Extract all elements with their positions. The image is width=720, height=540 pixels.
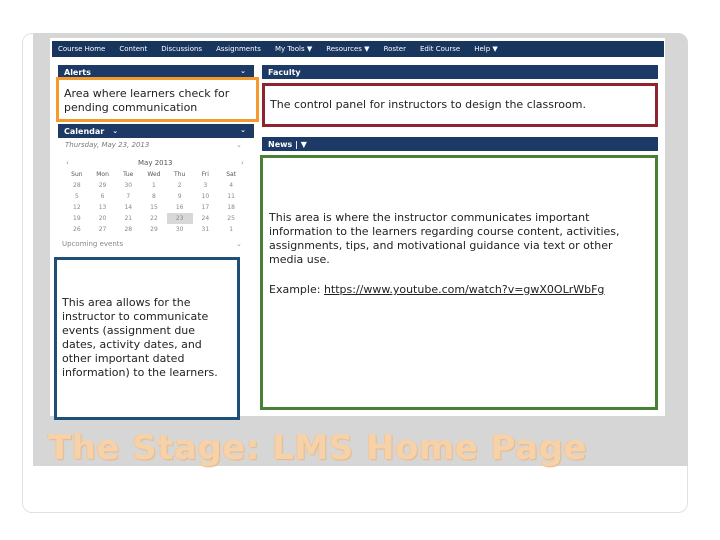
calendar-day[interactable]: 6: [100, 193, 105, 200]
weekday-label: Sat: [226, 171, 237, 178]
faculty-widget-title: Faculty: [268, 67, 301, 77]
calendar-day[interactable]: 10: [201, 193, 210, 200]
upcoming-events-label[interactable]: Upcoming events: [62, 240, 124, 248]
calendar-callout: [54, 257, 240, 420]
news-callout-text: This area is where the instructor communicates important information to the learners regarding course content, activities, assignments, tips, and motivational guidance via text or other media use.: [269, 211, 620, 266]
calendar-day[interactable]: 21: [124, 215, 133, 222]
calendar-weekday-row: [64, 169, 244, 180]
weekday-label: Tue: [123, 171, 134, 178]
chevron-down-icon[interactable]: ⌄: [236, 240, 242, 248]
news-widget-title: News | ▼: [268, 139, 307, 149]
youtube-example-link[interactable]: https://www.youtube.com/watch?v=gwX0OLrWbFg: [323, 283, 605, 296]
weekday-label: Sun: [71, 171, 83, 178]
calendar-day[interactable]: 16: [175, 204, 184, 211]
nav-course-home[interactable]: Course Home: [58, 45, 106, 53]
calendar-day[interactable]: 29: [150, 226, 158, 233]
news-widget-header[interactable]: [262, 137, 658, 151]
calendar-day[interactable]: 8: [152, 193, 156, 200]
calendar-month-label: May 2013: [138, 159, 173, 167]
calendar-day[interactable]: 23: [167, 213, 193, 224]
calendar-day[interactable]: 30: [175, 226, 184, 233]
calendar-day[interactable]: 15: [150, 204, 158, 211]
calendar-day[interactable]: 2: [177, 182, 182, 189]
calendar-day[interactable]: 4: [229, 182, 234, 189]
calendar-day[interactable]: 13: [98, 204, 107, 211]
calendar-week-row: [64, 191, 244, 202]
calendar-day[interactable]: 28: [73, 182, 81, 189]
calendar-day[interactable]: 14: [124, 204, 133, 211]
calendar-day[interactable]: 5: [74, 193, 79, 200]
calendar-week-row: [64, 224, 244, 235]
calendar-day[interactable]: 7: [126, 193, 131, 200]
faculty-widget-header[interactable]: [262, 65, 658, 79]
calendar-day[interactable]: 9: [177, 193, 182, 200]
slide-title: The Stage: LMS Home Page: [48, 428, 588, 468]
calendar-widget-title: Calendar: [64, 126, 105, 136]
calendar-day[interactable]: 31: [201, 226, 210, 233]
chevron-down-icon[interactable]: ⌄: [236, 141, 242, 149]
calendar-grid: [64, 169, 244, 235]
chevron-down-icon[interactable]: ⌄: [240, 67, 246, 75]
weekday-label: Mon: [96, 171, 109, 178]
calendar-day[interactable]: 27: [98, 226, 107, 233]
calendar-day[interactable]: 1: [229, 226, 234, 233]
weekday-label: Fri: [201, 171, 209, 178]
faculty-callout: [262, 83, 658, 127]
faculty-callout-text: The control panel for instructors to design the classroom.: [270, 98, 586, 111]
chevron-down-icon[interactable]: ⌄: [240, 126, 246, 134]
news-callout: [260, 155, 658, 410]
calendar-week-row: [64, 213, 244, 224]
calendar-day[interactable]: 28: [124, 226, 133, 233]
nav-roster[interactable]: Roster: [383, 45, 406, 53]
nav-my-tools[interactable]: My Tools ▼: [274, 45, 313, 53]
alerts-callout: [56, 77, 259, 122]
calendar-prev-month-icon[interactable]: ‹: [66, 159, 69, 167]
weekday-label: Wed: [147, 171, 161, 178]
chevron-down-icon[interactable]: ⌄: [112, 127, 119, 135]
calendar-widget-header[interactable]: [58, 124, 254, 138]
calendar-week-row: [64, 202, 244, 213]
alerts-widget-title: Alerts: [64, 67, 91, 77]
calendar-days: [64, 180, 244, 235]
nav-edit-course[interactable]: Edit Course: [419, 45, 461, 53]
calendar-day[interactable]: 29: [98, 182, 107, 189]
nav-resources[interactable]: Resources ▼: [326, 45, 370, 53]
calendar-callout-text: This area allows for the instructor to communicate events (assignment due dates, activity dates, and other important dated information) to the learners.: [62, 296, 218, 379]
calendar-day[interactable]: 25: [227, 215, 235, 222]
calendar-day[interactable]: 26: [73, 226, 81, 233]
calendar-day[interactable]: 1: [152, 182, 156, 189]
course-navbar: [52, 41, 664, 57]
news-example: [269, 283, 649, 297]
calendar-day[interactable]: 24: [201, 215, 210, 222]
nav-content[interactable]: Content: [119, 45, 148, 53]
weekday-label: Thu: [174, 171, 186, 178]
calendar-day[interactable]: 19: [73, 215, 81, 222]
calendar-day[interactable]: 3: [203, 182, 208, 189]
calendar-day[interactable]: 12: [73, 204, 81, 211]
calendar-day[interactable]: 17: [201, 204, 210, 211]
calendar-week-row: [64, 180, 244, 191]
calendar-day[interactable]: 20: [98, 215, 107, 222]
calendar-day[interactable]: 18: [227, 204, 235, 211]
calendar-next-month-icon[interactable]: ›: [241, 159, 244, 167]
calendar-day[interactable]: 11: [227, 193, 235, 200]
calendar-current-date: Thursday, May 23, 2013: [65, 141, 150, 149]
nav-discussions[interactable]: Discussions: [161, 45, 203, 53]
nav-help[interactable]: Help ▼: [474, 45, 498, 53]
calendar-day[interactable]: 22: [150, 215, 158, 222]
news-example-label: Example:: [269, 283, 324, 296]
calendar-day[interactable]: 30: [124, 182, 133, 189]
alerts-callout-text: Area where learners check for pending communication: [64, 87, 230, 114]
nav-assignments[interactable]: Assignments: [216, 45, 261, 53]
